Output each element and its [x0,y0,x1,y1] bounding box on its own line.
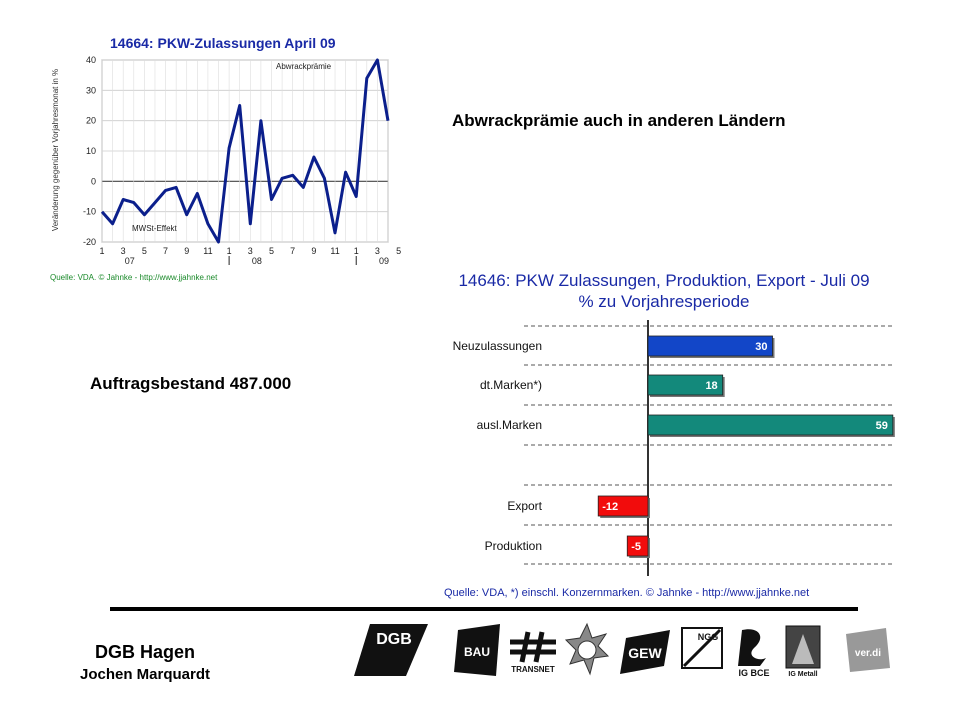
line-chart-y-label: Veränderung gegenüber Vorjahresmonat in % [51,68,60,232]
bar [648,415,893,435]
gew-logo [620,630,670,674]
bar-value-label: 30 [755,341,768,353]
footer-divider [110,607,858,611]
x-tick-label: 11 [203,246,213,256]
svg-text:IG BCE: IG BCE [738,668,770,678]
svg-text:TRANSNET: TRANSNET [511,665,555,674]
x-tick-label: 5 [268,246,274,256]
bar-chart [418,262,918,602]
category-label: ausl.Marken [476,418,542,432]
line-chart-y-ticks [83,55,96,247]
dgb-logo [354,624,428,676]
footer-org: DGB Hagen [94,642,195,662]
x-tick-label: 5 [396,246,402,256]
year-label: 07 [124,256,135,266]
category-label: Export [507,499,542,513]
year-label: 09 [378,256,390,266]
x-tick-label: 1 [226,246,232,256]
svg-text:DGB: DGB [376,631,412,648]
igmetall-logo [786,626,820,678]
line-chart-x-ticks [99,246,401,256]
heading-abwrackpraemie: Abwrackprämie auch in anderen Ländern [452,111,786,130]
line-chart-source: Quelle: VDA. © Jahnke - http://www.jjahnke.net [50,273,218,282]
x-tick-label: 7 [290,246,296,256]
x-tick-label: 3 [247,246,253,256]
x-tick-label: 1 [353,246,359,256]
x-tick-label: 7 [163,246,169,256]
igbce-logo [738,629,770,678]
verdi-logo [846,628,890,672]
line-chart [40,28,410,288]
svg-text:BAU: BAU [464,645,490,659]
ngg-logo [682,628,722,668]
bar [648,336,773,356]
bar-chart-subtitle: % zu Vorjahresperiode [578,292,750,311]
y-tick-label: -20 [82,237,96,247]
y-tick-label: 40 [85,55,96,65]
year-label: 08 [251,256,262,266]
x-tick-label: 9 [184,246,190,256]
svg-text:IG Metall: IG Metall [788,671,818,678]
bau-logo [454,624,500,676]
x-tick-label: 3 [120,246,126,256]
y-tick-label: 10 [85,146,96,156]
x-tick-label: 11 [330,246,340,256]
x-tick-label: 3 [374,246,380,256]
transnet-logo [510,632,556,674]
union-logos [350,620,910,680]
bar-value-label: 59 [875,420,888,432]
x-tick-label: 9 [311,246,317,256]
annotation-mwst-effekt: MWSt-Effekt [132,224,177,233]
bar-value-label: -5 [631,541,642,553]
line-chart-year-labels [125,256,389,266]
y-tick-label: -10 [82,206,96,217]
bar-chart-body [453,320,895,576]
gdp-logo [566,624,608,674]
category-label: Neuzulassungen [452,339,542,353]
category-label: Produktion [484,539,542,553]
bar-chart-title: 14646: PKW Zulassungen, Produktion, Export - Juli 09 [458,271,870,290]
bar-value-label: -12 [602,501,619,513]
x-tick-label: 1 [99,246,105,256]
y-tick-label: 20 [85,115,96,126]
category-label: dt.Marken*) [479,378,542,392]
svg-text:GEW: GEW [628,645,662,661]
svg-text:NGG: NGG [697,632,719,642]
annotation-abwrackpraemie: Abwrackprämie [276,62,332,71]
x-tick-label: 5 [141,246,147,256]
footer-person: Jochen Marquardt [79,666,211,683]
heading-auftragsbestand: Auftragsbestand 487.000 [90,374,292,393]
svg-text:ver.di: ver.di [854,648,882,659]
bar-chart-source: Quelle: VDA, *) einschl. Konzernmarken. © Jahnke - http://www.jjahnke.net [444,587,810,599]
y-tick-label: 0 [90,176,96,187]
y-tick-label: 30 [85,85,96,96]
bar-value-label: 18 [705,380,718,392]
line-chart-title: 14664: PKW-Zulassungen April 09 [110,35,336,51]
